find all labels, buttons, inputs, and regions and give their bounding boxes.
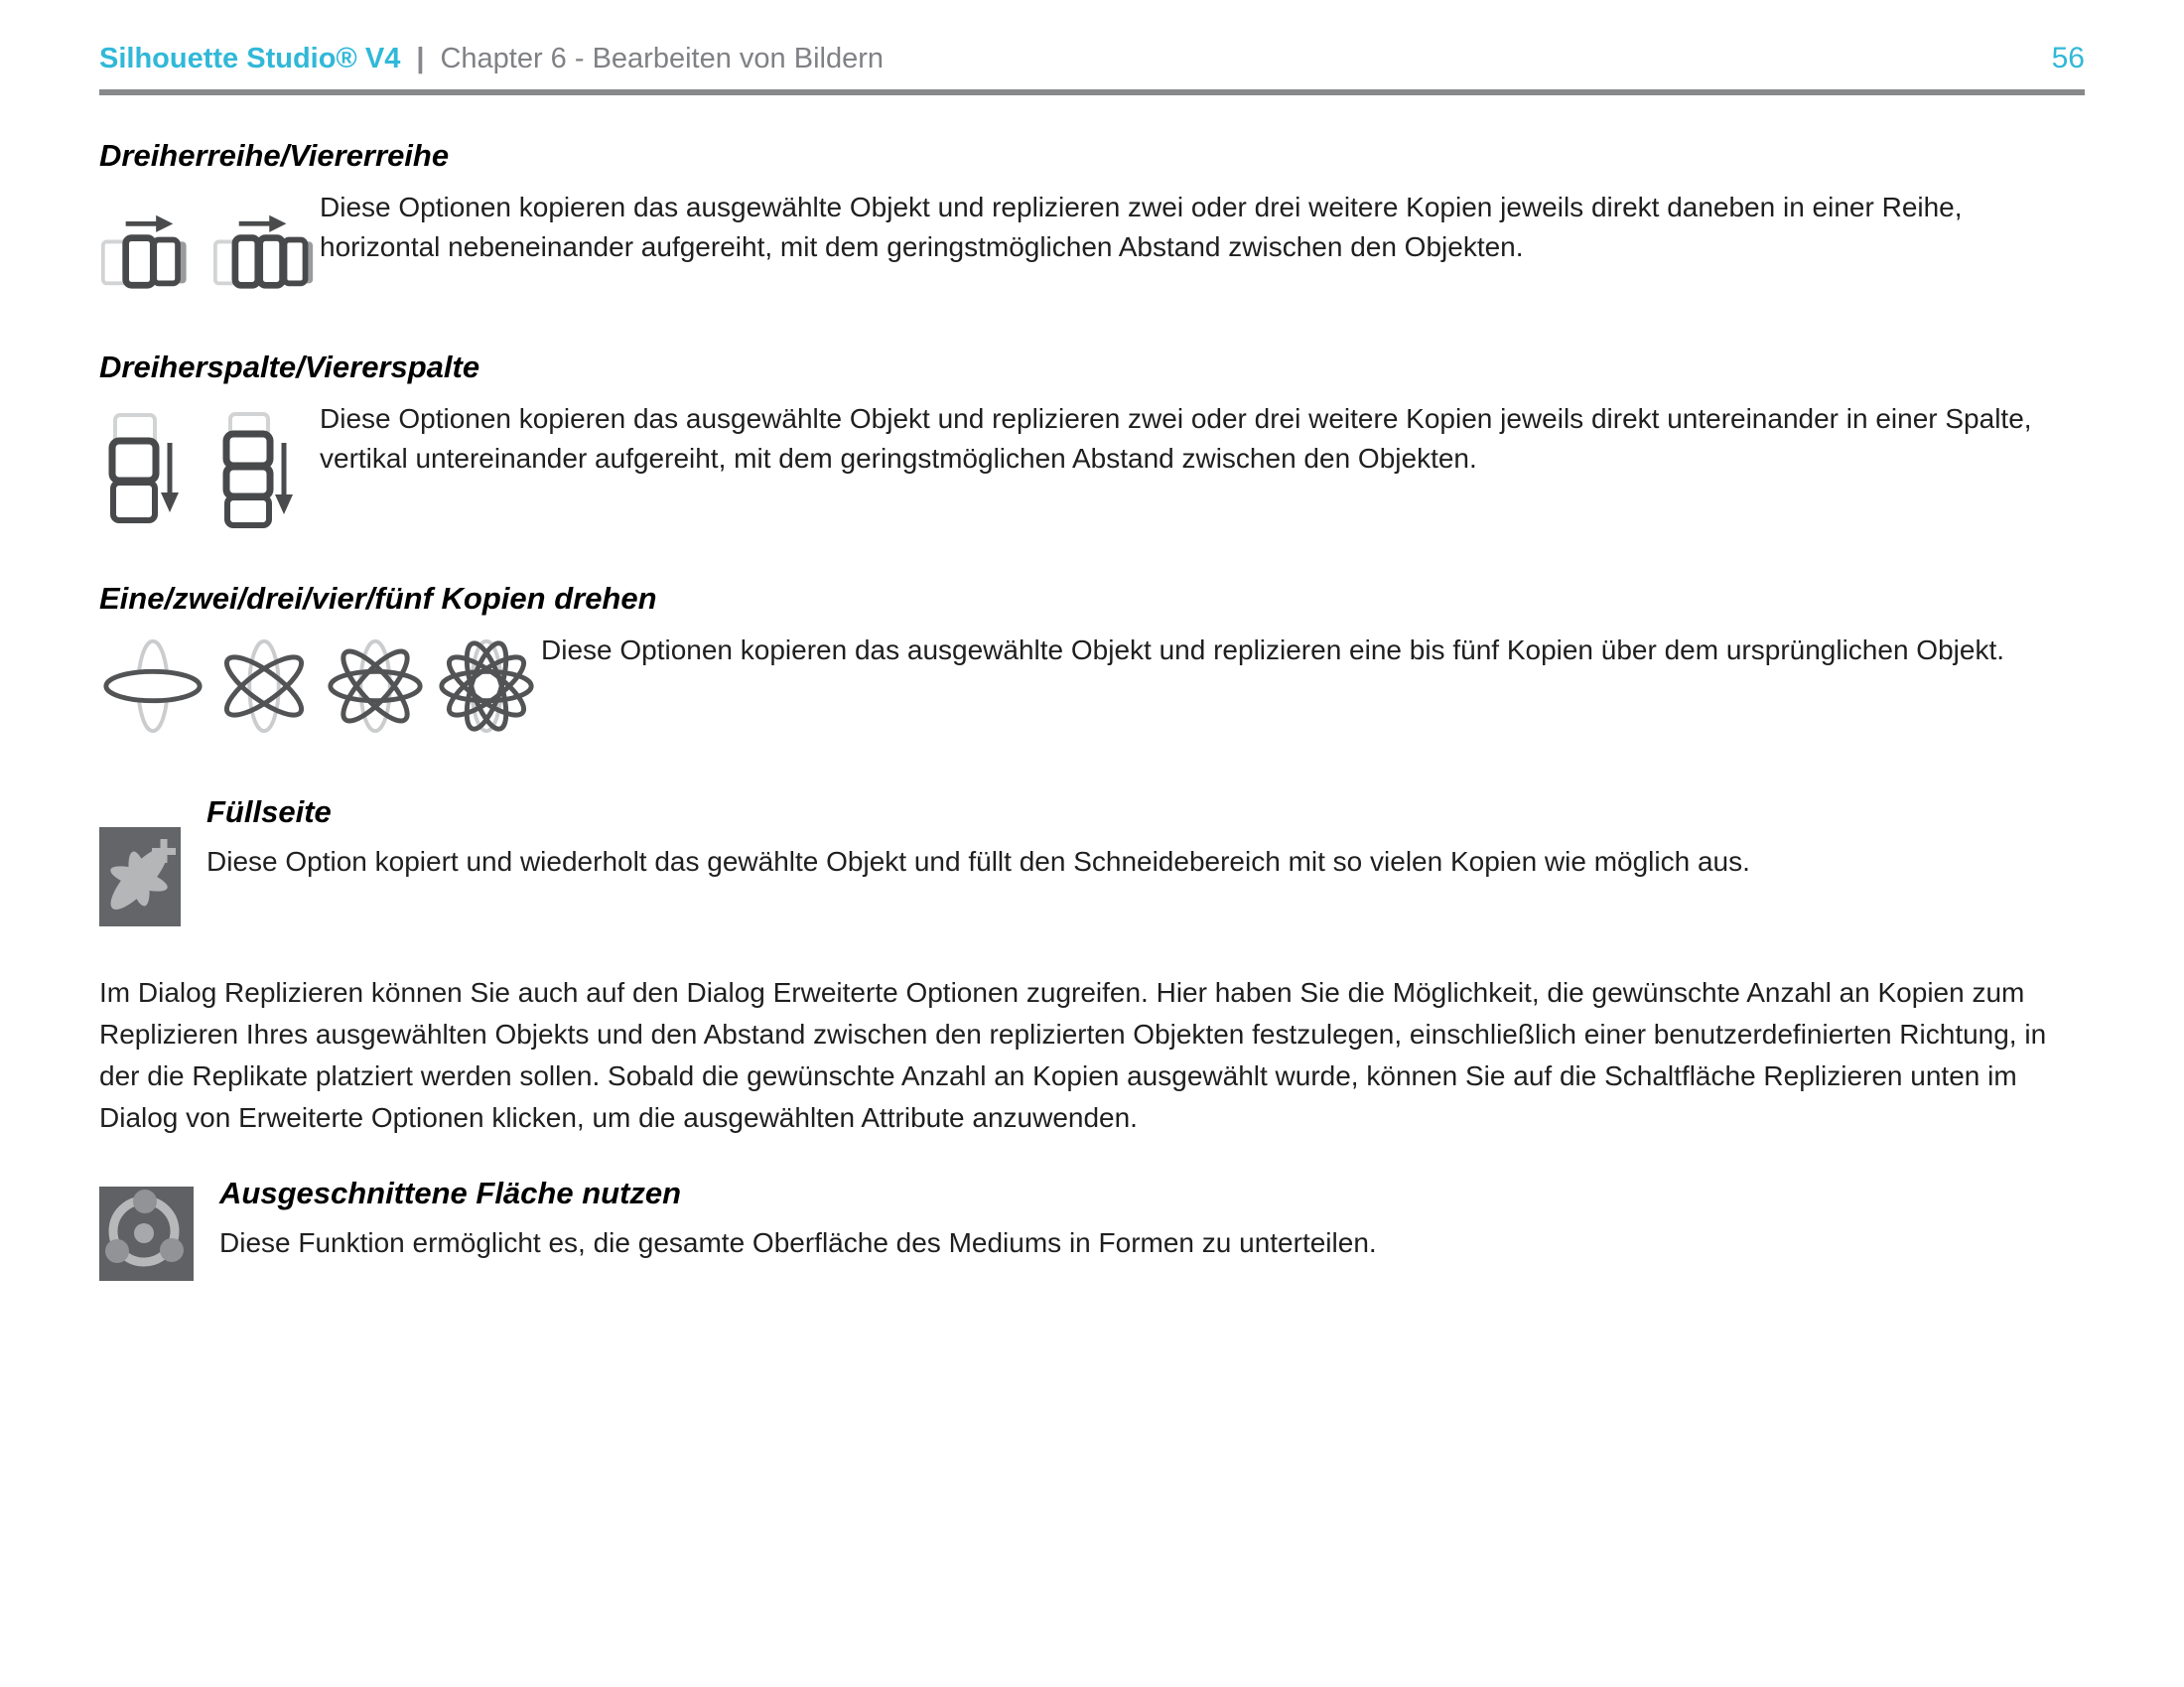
section-heading: Dreiherreihe/Viererreihe <box>99 138 450 173</box>
section-fill-page <box>99 791 2085 926</box>
use-cut-area-glyph-icon <box>99 1187 194 1281</box>
rotate-two-copies-icon <box>210 631 318 742</box>
rotate-copies-icons <box>99 631 541 742</box>
section-description: Diese Optionen kopieren das ausgewählte Objekt und replizieren zwei oder drei weitere Kopien jeweils direkt untereinander in einer Spalte, vertikal untereinander aufgereiht, mit dem geringstmöglichen Abstand zwischen den Objekten. <box>320 403 2032 474</box>
app-title: Silhouette Studio® V4 <box>99 43 401 74</box>
section-row-replicate <box>99 135 2085 291</box>
fill-page-icon <box>99 827 181 926</box>
header-title-group <box>99 43 884 75</box>
section-rotate-copies <box>99 578 2085 742</box>
page-number: 56 <box>2051 42 2085 74</box>
replicate-three-in-row-icon <box>99 210 199 291</box>
column-replicate-icons <box>99 399 320 534</box>
replicate-four-in-column-icon <box>212 411 300 534</box>
section-description: Diese Option kopiert und wiederholt das gewählte Objekt und füllt den Schneidebereich mit so vielen Kopien wie möglich aus. <box>206 846 1750 877</box>
fill-page-glyph-icon <box>99 827 181 926</box>
page-header <box>99 42 2085 75</box>
section-heading: Eine/zwei/drei/vier/fünf Kopien drehen <box>99 581 657 616</box>
rotate-five-copies-icon <box>433 631 540 742</box>
section-heading: Ausgeschnittene Fläche nutzen <box>219 1176 682 1210</box>
use-cut-area-icon <box>99 1187 194 1281</box>
rotate-one-copy-icon <box>99 631 206 742</box>
section-use-cut-area <box>99 1173 2085 1281</box>
section-heading: Füllseite <box>206 794 332 829</box>
section-column-replicate <box>99 347 2085 534</box>
row-replicate-icons <box>99 188 320 291</box>
header-divider <box>99 89 2085 95</box>
section-description: Diese Optionen kopieren das ausgewählte Objekt und replizieren zwei oder drei weitere Kopien jeweils direkt daneben in einer Reihe, horizontal nebeneinander aufgereiht, mit dem geringstmöglichen Abstand zwischen den Objekten. <box>320 192 1963 262</box>
rotate-three-copies-icon <box>322 631 429 742</box>
section-heading: Dreiherspalte/Viererspalte <box>99 350 480 384</box>
section-description: Diese Funktion ermöglicht es, die gesamte Oberfläche des Mediums in Formen zu unterteilen. <box>219 1227 1377 1258</box>
replicate-three-in-column-icon <box>99 411 187 534</box>
section-description: Diese Optionen kopieren das ausgewählte Objekt und replizieren eine bis fünf Kopien über dem ursprünglichen Objekt. <box>541 634 2005 665</box>
advanced-options-paragraph: Im Dialog Replizieren können Sie auch auf den Dialog Erweiterte Optionen zugreifen. Hier haben Sie die Möglichkeit, die gewünschte Anzahl an Kopien zum Replizieren Ihres ausgewählten Objekts und den Abstand zwischen den replizierten Objekten festzulegen, einschließlich einer benutzerdefinierten Richtung, in der die Replikate platziert werden sollen. Sobald die gewünschte Anzahl an Kopien ausgewählt wurde, können Sie auf die Schaltfläche Replizieren unten im Dialog von Erweiterte Optionen klicken, um die ausgewählten Attribute anzuwenden. <box>99 977 2047 1133</box>
replicate-four-in-row-icon <box>212 210 316 291</box>
header-separator: | <box>416 43 425 74</box>
chapter-title: Chapter 6 - Bearbeiten von Bildern <box>440 43 884 74</box>
